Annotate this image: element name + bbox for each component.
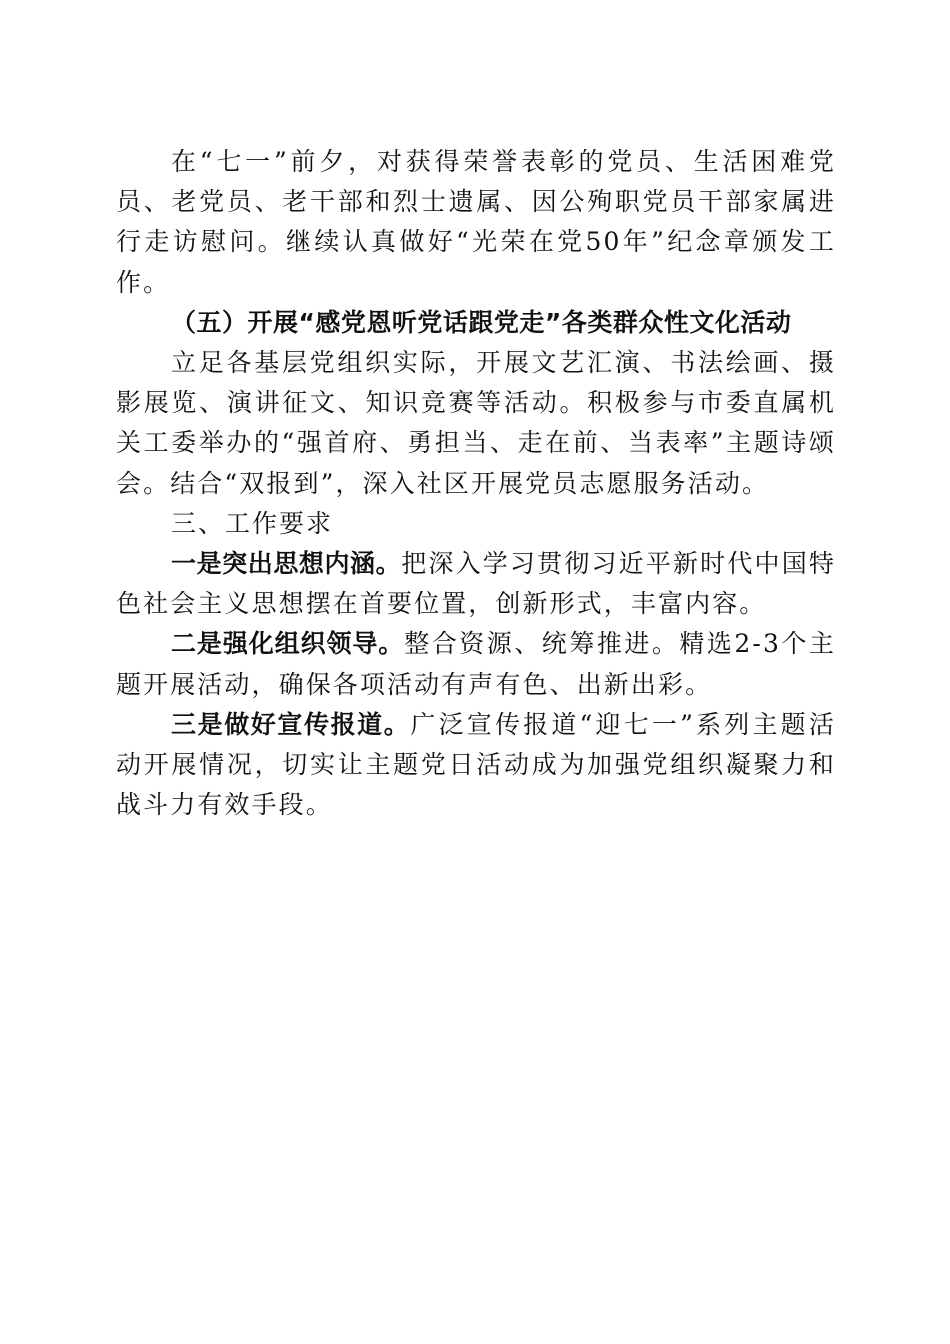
paragraph-cultural-activities: 立足各基层党组织实际，开展文艺汇演、书法绘画、摄影展览、演讲征文、知识竞赛等活动。积极参与市委直属机关工委举办的“强首府、勇担当、走在前、当表率”主题诗颂会。结合“双报到”，深入社区开展党员志愿服务活动。 [116,348,836,498]
requirement-1 [116,544,836,624]
requirement-3 [116,705,836,826]
requirement-1-lead: 一是突出思想内涵。 [171,549,402,579]
section-heading-requirements: 三、工作要求 [171,508,334,538]
document-body [116,142,836,825]
subheading-cultural-activities: （五）开展“感党恩听党话跟党走”各类群众性文化活动 [171,307,792,337]
requirement-3-body: 广泛宣传报道“迎七一”系列主题活动开展情况，切实让主题党日活动成为加强党组织凝聚力和战斗力有效手段。 [116,709,836,820]
requirement-3-lead: 三是做好宣传报道。 [171,709,411,739]
paragraph-visits: 在“七一”前夕，对获得荣誉表彰的党员、生活困难党员、老党员、老干部和烈士遗属、因公殉职党员干部家属进行走访慰问。继续认真做好“光荣在党50年”纪念章颁发工作。 [116,147,836,297]
requirement-2-lead: 二是强化组织领导。 [171,629,405,659]
requirement-2 [116,624,836,704]
requirement-2-body: 整合资源、统筹推进。精选2-3个主题开展活动，确保各项活动有声有色、出新出彩。 [116,629,836,699]
requirement-1-body: 把深入学习贯彻习近平新时代中国特色社会主义思想摆在首要位置，创新形式，丰富内容。 [116,549,836,619]
